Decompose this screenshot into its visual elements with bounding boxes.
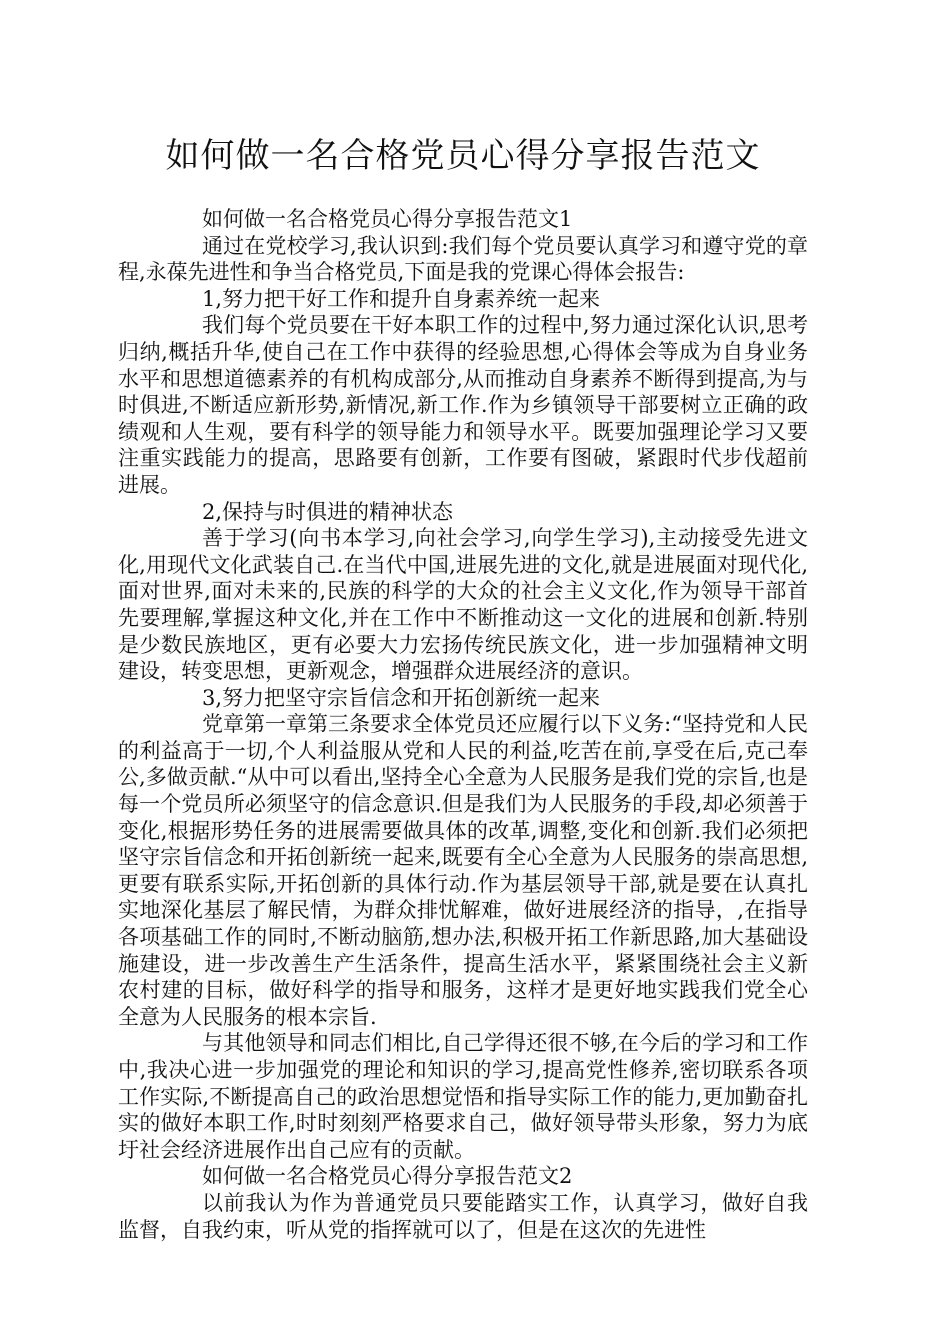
body-paragraph: 善于学习(向书本学习,向社会学习,向学生学习),主动接受先进文化,用现代文化武装自己.在当代中国,进展先进的文化,就是进展面对现代化,面对世界,面对未来的,民族的科学的大众的社会主义文化,作为领导干部首先要理解,掌握这种文化,并在工作中不断推动这一文化的进展和创新.特别是少数民族地区，更有必要大力宏扬传统民族文化，进一步加强精神文明建设，转变思想，更新观念，增强群众进展经济的意识。	[118, 526, 808, 684]
body-paragraph: 以前我认为作为普通党员只要能踏实工作，认真学习，做好自我监督，自我约束，听从党的指挥就可以了，但是在这次的先进性	[118, 1190, 808, 1242]
section-heading: 如何做一名合格党员心得分享报告范文2	[202, 1164, 573, 1189]
body-paragraph: 与其他领导和同志们相比,自己学得还很不够,在今后的学习和工作中,我决心进一步加强党的理论和知识的学习,提高党性修养,密切联系各项工作实际,不断提高自己的政治思想觉悟和指导实际工作的能力,更加勤奋扎实的做好本职工作,时时刻刻严格要求自己，做好领导带头形象，努力为底圩社会经济进展作出自己应有的贡献。	[118, 1031, 808, 1162]
document-body	[118, 206, 808, 1243]
section-heading: 3,努力把坚守宗旨信念和开拓创新统一起来	[202, 685, 601, 710]
section-heading: 如何做一名合格党员心得分享报告范文1	[202, 207, 573, 231]
document-page	[118, 120, 808, 1243]
body-paragraph: 党章第一章第三条要求全体党员还应履行以下义务:“坚持党和人民的利益高于一切,个人利益服从党和人民的利益,吃苦在前,享受在后,克己奉公,多做贡献.“从中可以看出,坚持全心全意为人民服务是我们党的宗旨,也是每一个党员所必须坚守的信念意识.但是我们为人民服务的手段,却必须善于变化,根据形势任务的进展需要做具体的改革,调整,变化和创新.我们必须把坚守宗旨信念和开拓创新统一起来,既要有全心全意为人民服务的崇高思想,更要有联系实际,开拓创新的具体行动.作为基层领导干部,就是要在认真扎实地深化基层了解民情，为群众排忧解难，做好进展经济的指导，,在指导各项基础工作的同时,不断动脑筋,想办法,积极开拓工作新思路,加大基础设施建设，进一步改善生产生活条件，提高生活水平，紧紧围绕社会主义新农村建的目标，做好科学的指导和服务，这样才是更好地实践我们党全心全意为人民服务的根本宗旨.	[118, 712, 808, 1029]
document-title: 如何做一名合格党员心得分享报告范文	[165, 136, 761, 176]
body-paragraph: 通过在党校学习,我认识到:我们每个党员要认真学习和遵守党的章程,永葆先进性和争当合格党员,下面是我的党课心得体会报告:	[118, 233, 808, 285]
section-heading: 1,努力把干好工作和提升自身素养统一起来	[202, 286, 601, 311]
section-heading: 2,保持与时俱进的精神状态	[202, 499, 454, 524]
body-paragraph: 我们每个党员要在干好本职工作的过程中,努力通过深化认识,思考归纳,概括升华,使自己在工作中获得的经验思想,心得体会等成为自身业务水平和思想道德素养的有机构成部分,从而推动自身素养不断得到提高,为与时俱进,不断适应新形势,新情况,新工作.作为乡镇领导干部要树立正确的政绩观和人生观，要有科学的领导能力和领导水平。既要加强理论学习又要注重实践能力的提高，思路要有创新，工作要有图破，紧跟时代步伐超前进展。	[118, 313, 808, 497]
